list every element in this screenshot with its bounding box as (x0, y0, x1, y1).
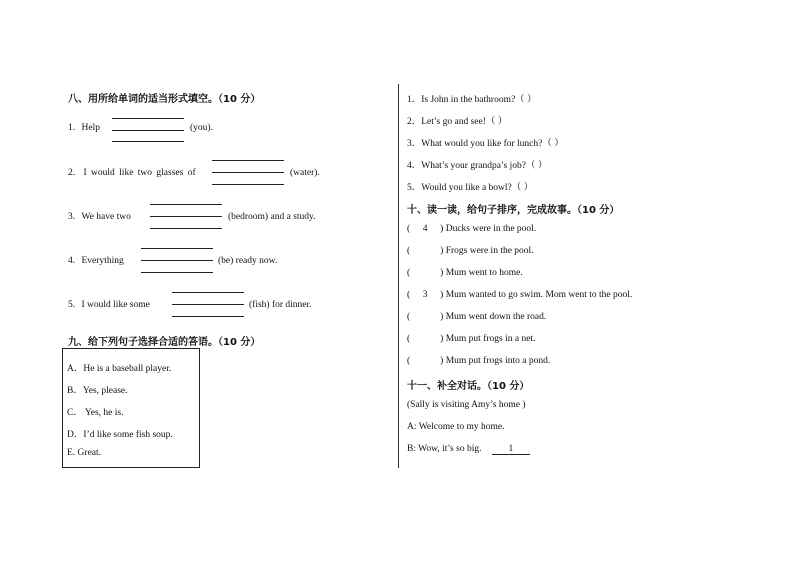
item-text: I would like some (81, 300, 150, 310)
column-divider (398, 84, 399, 468)
word-hint: (be) ready now. (218, 256, 278, 266)
dialogue-line-a: A: Welcome to my home. (407, 422, 505, 432)
answer-line (172, 304, 244, 305)
answer-line (112, 118, 184, 119)
dialogue-blank: 1 (492, 444, 530, 455)
s8-item-4 (68, 256, 124, 266)
answer-line (150, 228, 222, 229)
item-text: We have two (81, 212, 131, 222)
item-text: Everything (81, 256, 124, 266)
item-number: 4. (68, 256, 76, 266)
answer-line (141, 260, 213, 261)
s8-item-5 (68, 300, 150, 310)
story-sentence: ) Mum put frogs in a net. (440, 334, 536, 344)
answer-line (172, 316, 244, 317)
story-sentence: ) Mum went to home. (440, 268, 523, 278)
s9-question-1: 1．Is John in the bathroom?（ ） (407, 95, 537, 105)
s8-item-1 (68, 123, 100, 133)
s9-question-5: 5．Would you like a bowl?（ ） (407, 183, 534, 193)
dialogue-line-b-text: B: Wow, it’s so big. (407, 444, 482, 454)
answer-line (212, 184, 284, 185)
s10-item-5: ( ) Mum went down the road. (407, 312, 547, 322)
s8-item-2 (68, 168, 196, 178)
section10-heading: 十、读一读，给句子排序，完成故事。（10 分） (407, 205, 620, 216)
word-hint: (fish) for dinner. (249, 300, 312, 310)
answer-line (112, 141, 184, 142)
s10-item-1: ( 4 ) Ducks were in the pool. (407, 224, 537, 234)
s9-question-4: 4．What’s your grandpa’s job?（ ） (407, 161, 548, 171)
option-c: C． Yes, he is. (67, 408, 124, 418)
dialogue-line-b (407, 444, 530, 455)
answer-line (212, 160, 284, 161)
word-hint: (you). (190, 123, 213, 133)
s10-item-4: ( 3 ) Mum wanted to go swim. Mom went to the pool. (407, 290, 633, 300)
story-sentence: ) Mum put frogs into a pond. (440, 356, 551, 366)
s10-item-2: ( ) Frogs were in the pool. (407, 246, 534, 256)
answer-line (172, 292, 244, 293)
option-e: E. Great. (67, 448, 102, 458)
story-sentence: ) Frogs were in the pool. (440, 246, 534, 256)
item-text: I would like two glasses of (83, 168, 196, 178)
section8-heading: 八、用所给单词的适当形式填空。（10 分） (68, 94, 261, 105)
option-d: D．I’d like some fish soup. (67, 430, 173, 440)
s9-question-2: 2．Let’s go and see!（ ） (407, 117, 508, 127)
section9-heading: 九、给下列句子选择合适的答语。（10 分） (68, 337, 261, 348)
s10-item-7: ( ) Mum put frogs into a pond. (407, 356, 551, 366)
answer-line (150, 216, 222, 217)
s10-item-6: ( ) Mum put frogs in a net. (407, 334, 536, 344)
answer-line (212, 172, 284, 173)
dialogue-context: (Sally is visiting Amy’s home ) (407, 400, 526, 410)
s10-item-3: ( ) Mum went to home. (407, 268, 523, 278)
answer-line (141, 248, 213, 249)
order-answer: 3 (422, 290, 428, 300)
story-sentence: ) Mum wanted to go swim. Mom went to the pool. (440, 290, 633, 300)
item-number: 3. (68, 212, 76, 222)
item-number: 2. (68, 168, 76, 178)
story-sentence: ) Ducks were in the pool. (440, 224, 537, 234)
word-hint: (bedroom) and a study. (228, 212, 316, 222)
option-b: B．Yes, please. (67, 386, 128, 396)
story-sentence: ) Mum went down the road. (440, 312, 547, 322)
answer-line (141, 272, 213, 273)
order-answer: 4 (422, 224, 428, 234)
section11-heading: 十一、补全对话。（10 分） (407, 381, 530, 392)
answer-line (150, 204, 222, 205)
item-number: 1. (68, 123, 76, 133)
s9-question-3: 3．What would you like for lunch?（ ） (407, 139, 564, 149)
word-hint: (water). (290, 168, 320, 178)
item-text: Help (81, 123, 100, 133)
s8-item-3 (68, 212, 131, 222)
answer-line (112, 130, 184, 131)
option-a: A．He is a baseball player. (67, 364, 172, 374)
item-number: 5. (68, 300, 76, 310)
